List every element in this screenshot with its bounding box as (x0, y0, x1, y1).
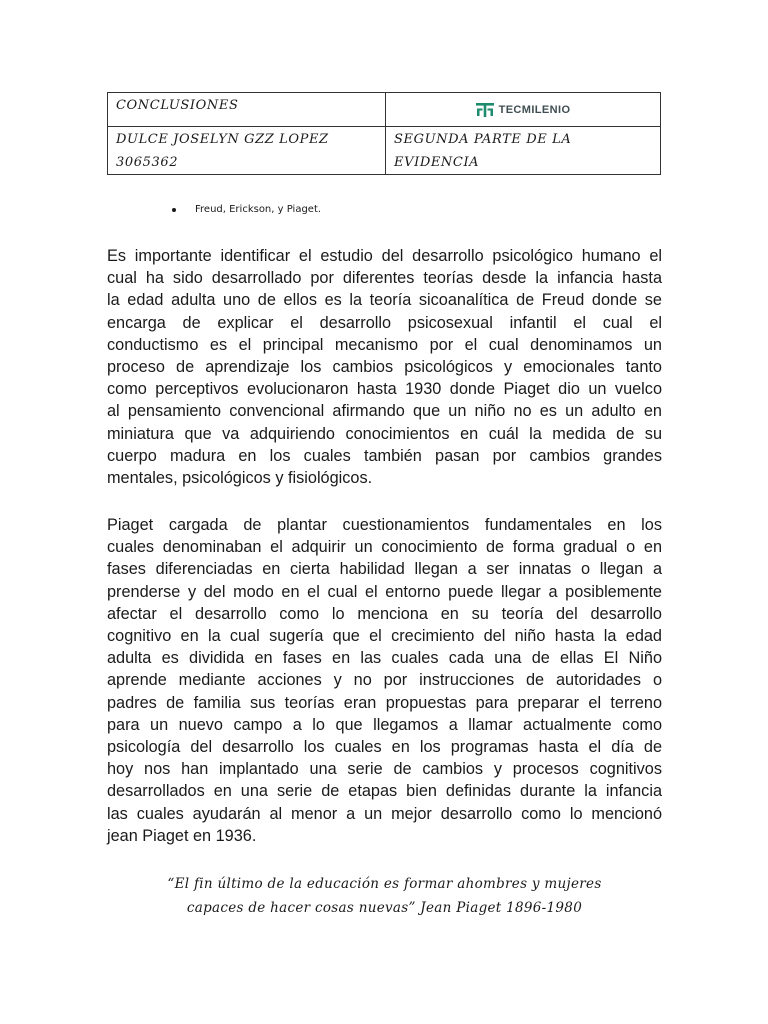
paragraph-line: conductismo es el principal mecanismo por el cual denominamos un (107, 335, 662, 354)
tecmilenio-logo (394, 94, 652, 126)
paragraph-line: al pensamiento convencional afirmando que un niño no es un adulto en (107, 402, 662, 421)
paragraph-line: aprende mediante acciones y no por instrucciones de autoridades o (107, 671, 662, 690)
paragraph-line: cual ha sido desarrollado por diferentes teorías desde la infancia hasta (107, 269, 662, 288)
paragraph-line: encarga de explicar el desarrollo psicosexual infantil el cual el (107, 313, 662, 332)
logo-cell (386, 93, 661, 127)
paragraph-line: fases diferenciadas en cierta habilidad llegan a ser innatas o llegan a (107, 560, 662, 579)
paragraph-line: hoy nos han implantado una serie de cambios y procesos cognitivos (107, 760, 662, 779)
paragraph-line: miniatura que va adquiriendo conocimientos en cuál la medida de su (107, 424, 662, 443)
paragraph-1 (107, 245, 662, 489)
paragraph-line: Piaget cargada de plantar cuestionamientos fundamentales en los (107, 516, 662, 534)
paragraph-2 (107, 514, 662, 847)
bullet-icon (172, 208, 176, 212)
part-label-line-1: SEGUNDA PARTE DE LA (394, 132, 572, 147)
paragraph-line: cognitivo en la cual sugería que el crecimiento del niño hasta la edad (107, 627, 662, 646)
quote-line: “El fin último de la educación es formar ahombres y mujeres (167, 876, 602, 892)
tecmilenio-logo-icon (476, 102, 494, 118)
bullet-list (172, 204, 321, 215)
bullet-item (172, 204, 321, 215)
author-cell (108, 127, 386, 175)
paragraph-line: adulta es dividida en fases en las cuales cada una de ellas El Niño (107, 649, 662, 668)
paragraph-line: la edad adulta uno de ellos es la teoría sicoanalítica de Freud donde se (107, 291, 662, 310)
paragraph-line: prenderse y del modo en el cual el entorno puede llegar a posiblemente (107, 582, 662, 601)
paragraph-line: como perceptivos evolucionaron hasta 1930 donde Piaget dio un vuelco (107, 380, 662, 399)
part-cell (386, 127, 661, 175)
paragraph-line: desarrollados en una serie de etapas bien definidas durante la infancia (107, 782, 662, 801)
header-row-1 (108, 93, 661, 127)
header-row-2 (108, 127, 661, 175)
paragraph-line: mentales, psicológicos y fisiológicos. (107, 469, 373, 488)
paragraph-line: psicología del desarrollo los cuales en los programas hasta el día de (107, 738, 662, 757)
paragraph-line: Es importante identificar el estudio del desarrollo psicológico humano el (107, 247, 662, 265)
bullet-text: Freud, Erickson, y Piaget. (195, 204, 322, 215)
paragraph-line: padres de familia sus teorías eran propuestas para preparar el terreno (107, 693, 662, 712)
tecmilenio-logo-text: TECMILENIO (498, 103, 571, 116)
student-id: 3065362 (116, 155, 179, 170)
paragraph-line: proceso de aprendizaje los cambios psicológicos y emocionales tanto (107, 358, 662, 377)
paragraph-line: para un nuevo campo a lo que llegamos a llamar actualmente como (107, 715, 662, 734)
header-table (107, 92, 661, 175)
author-name: DULCE JOSELYN GZZ LOPEZ (116, 132, 329, 147)
paragraph-line: cuerpo madura en los cuales también pasan por cambios grandes (107, 446, 662, 465)
piaget-quote (107, 872, 662, 920)
part-label-line-2: EVIDENCIA (394, 155, 480, 170)
title-cell (108, 93, 386, 127)
paragraph-line: afectar el desarrollo como lo menciona en su teoría del desarrollo (107, 604, 662, 623)
paragraph-line: jean Piaget en 1936. (107, 826, 257, 845)
document-title: CONCLUSIONES (116, 98, 239, 113)
paragraph-line: las cuales ayudarán al menor a un mejor desarrollo como lo mencionó (107, 804, 662, 823)
quote-line: capaces de hacer cosas nuevas” Jean Piaget 1896-1980 (186, 900, 583, 916)
paragraph-line: cuales denominaban el adquirir un conocimiento de forma gradual o en (107, 538, 662, 557)
